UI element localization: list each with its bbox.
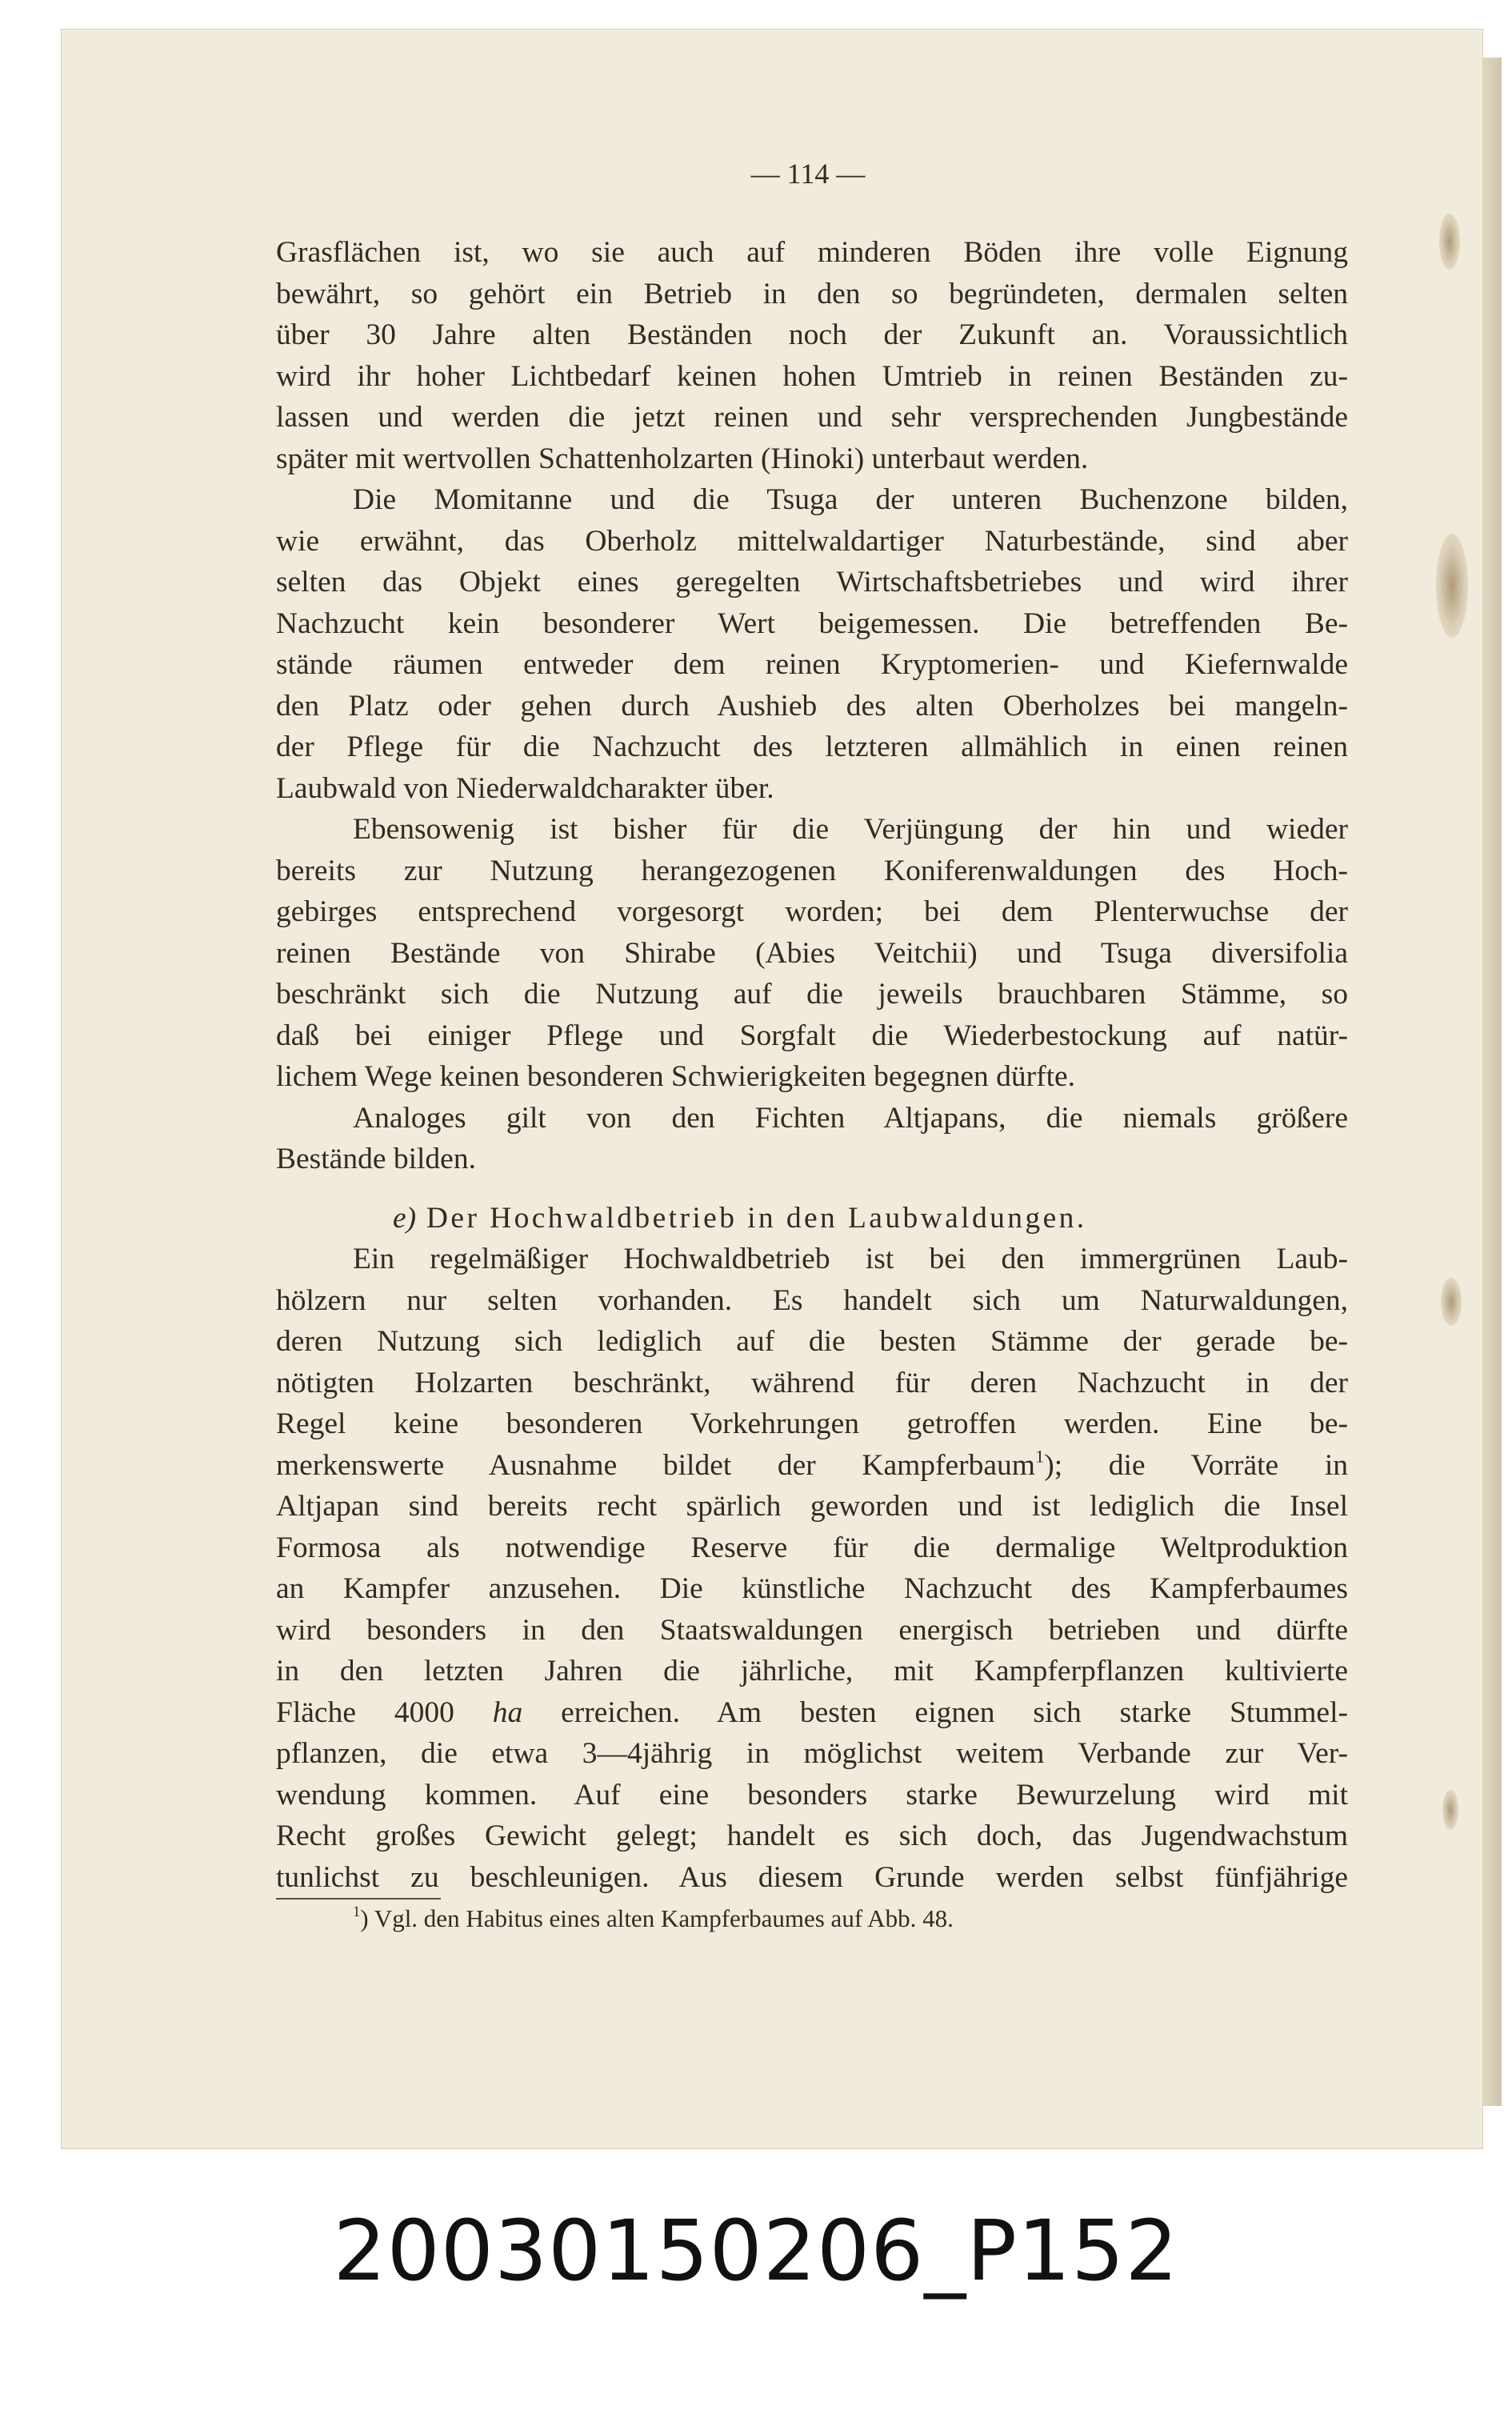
text-line: Regel keine besonderen Vorkehrungen getroffen werden. Eine be- bbox=[276, 1407, 1348, 1440]
text-line: später mit wertvollen Schattenholzarten (Hinoki) unterbaut werden. bbox=[276, 442, 1089, 475]
text-line: über 30 Jahre alten Beständen noch der Zukunft an. Voraussichtlich bbox=[276, 318, 1348, 351]
text-line: wie erwähnt, das Oberholz mittelwaldartiger Naturbestände, sind aber bbox=[276, 524, 1348, 558]
text-line: wird ihr hoher Lichtbedarf keinen hohen Umtrieb in reinen Beständen zu- bbox=[276, 359, 1348, 393]
text-line: lichem Wege keinen besonderen Schwierigkeiten begegnen dürfte. bbox=[276, 1060, 1076, 1093]
footnote-rule bbox=[276, 1898, 441, 1900]
text-line: bewährt, so gehört ein Betrieb in den so begründeten, dermalen selten bbox=[276, 277, 1348, 310]
page-number: — 114 — bbox=[750, 158, 866, 190]
text-line: selten das Objekt eines geregelten Wirtschaftsbetriebes und wird ihrer bbox=[276, 566, 1348, 598]
text-line bbox=[276, 1445, 1348, 1487]
section-heading bbox=[276, 1198, 1348, 1239]
section-paragraph bbox=[276, 1239, 1348, 1898]
section-letter: e) bbox=[393, 1201, 417, 1235]
text-line: Ein regelmäßiger Hochwaldbetrieb ist bei den immergrünen Laub- bbox=[353, 1243, 1348, 1275]
footnote-marker: 1 bbox=[353, 1903, 361, 1920]
text-line: Laubwald von Niederwaldcharakter über. bbox=[276, 771, 774, 805]
text-line: reinen Bestände von Shirabe (Abies Veitchii) und Tsuga diversifolia bbox=[276, 936, 1348, 970]
text-line: bereits zur Nutzung herangezogenen Koniferenwaldungen des Hoch- bbox=[276, 854, 1348, 887]
page-stain bbox=[1441, 1278, 1462, 1326]
text-line: gebirges entsprechend vorgesorgt worden; bei dem Plenterwuchse der bbox=[276, 895, 1348, 928]
text-line: wird besonders in den Staatswaldungen energisch betrieben und dürfte bbox=[276, 1613, 1348, 1647]
text-line: Bestände bilden. bbox=[276, 1143, 476, 1175]
text-line: Ebensowenig ist bisher für die Verjüngung der hin und wieder bbox=[353, 813, 1348, 846]
footnote-reference: 1 bbox=[1034, 1445, 1045, 1466]
text-line: Grasflächen ist, wo sie auch auf minderen Böden ihre volle Eignung bbox=[276, 236, 1348, 269]
footnote bbox=[276, 1903, 1348, 1935]
text-line: der Pflege für die Nachzucht des letzteren allmählich in einen reinen bbox=[276, 731, 1348, 763]
page-stain bbox=[1439, 214, 1460, 270]
paragraph bbox=[276, 1098, 1348, 1180]
archive-caption: 20030150206_P152 bbox=[333, 2202, 1179, 2300]
paragraph bbox=[276, 479, 1348, 809]
text-line: Recht großes Gewicht gelegt; handelt es sich doch, das Jugendwachstum bbox=[276, 1820, 1348, 1852]
line-text: erreichen. Am besten eignen sich starke Stummel- bbox=[522, 1695, 1348, 1729]
text-line: den Platz oder gehen durch Aushieb des alten Oberholzes bei mangeln- bbox=[276, 689, 1348, 723]
page-stain bbox=[1436, 534, 1468, 638]
text-line: beschränkt sich die Nutzung auf die jeweils brauchbaren Stämme, so bbox=[276, 978, 1348, 1011]
text-line: stände räumen entweder dem reinen Kryptomerien- und Kiefernwalde bbox=[276, 648, 1348, 681]
text-line: daß bei einiger Pflege und Sorgfalt die Wiederbestockung auf natür- bbox=[276, 1019, 1348, 1052]
area-unit: ha bbox=[492, 1695, 523, 1729]
text-line: wendung kommen. Auf eine besonders starke Bewurzelung wird mit bbox=[276, 1778, 1348, 1812]
paragraph-list bbox=[276, 232, 1348, 1180]
page-stain bbox=[1442, 1790, 1458, 1830]
paragraph bbox=[276, 809, 1348, 1098]
text-line: nötigten Holzarten beschränkt, während für deren Nachzucht in der bbox=[276, 1366, 1348, 1399]
text-line: deren Nutzung sich lediglich auf die besten Stämme der gerade be- bbox=[276, 1325, 1348, 1358]
text-line: tunlichst zu beschleunigen. Aus diesem Grunde werden selbst fünfjährige bbox=[276, 1860, 1348, 1894]
text-line: Analoges gilt von den Fichten Altjapans, die niemals größere bbox=[353, 1101, 1348, 1135]
section-title: Der Hochwaldbetrieb in den Laubwaldungen. bbox=[426, 1201, 1087, 1235]
text-line: Nachzucht kein besonderer Wert beigemessen. Die betreffenden Be- bbox=[276, 607, 1348, 640]
text-line: Formosa als notwendige Reserve für die dermalige Weltproduktion bbox=[276, 1531, 1348, 1564]
text-line: in den letzten Jahren die jährliche, mit Kampferpflanzen kultivierte bbox=[276, 1655, 1348, 1687]
text-line: hölzern nur selten vorhanden. Es handelt sich um Naturwaldungen, bbox=[276, 1283, 1348, 1317]
line-text: Fläche 4000 bbox=[276, 1695, 493, 1729]
text-line: lassen und werden die jetzt reinen und sehr versprechenden Jungbestände bbox=[276, 401, 1348, 434]
text-line: an Kampfer anzusehen. Die künstliche Nachzucht des Kampferbaumes bbox=[276, 1572, 1348, 1605]
text-line: pflanzen, die etwa 3—4jährig in möglichst weitem Verbande zur Ver- bbox=[276, 1737, 1348, 1770]
line-text: ); die Vorräte in bbox=[1044, 1448, 1348, 1482]
text-line bbox=[276, 1692, 1348, 1734]
text-line: Altjapan sind bereits recht spärlich geworden und ist lediglich die Insel bbox=[276, 1490, 1348, 1523]
footnote-text: ) Vgl. den Habitus eines alten Kampferbaumes auf Abb. 48. bbox=[360, 1904, 954, 1932]
line-text: merkenswerte Ausnahme bildet der Kampferbaum bbox=[276, 1448, 1035, 1482]
paragraph bbox=[276, 232, 1348, 479]
text-line: Die Momitanne und die Tsuga der unteren Buchenzone bilden, bbox=[353, 483, 1348, 516]
page-body bbox=[276, 232, 1348, 1935]
